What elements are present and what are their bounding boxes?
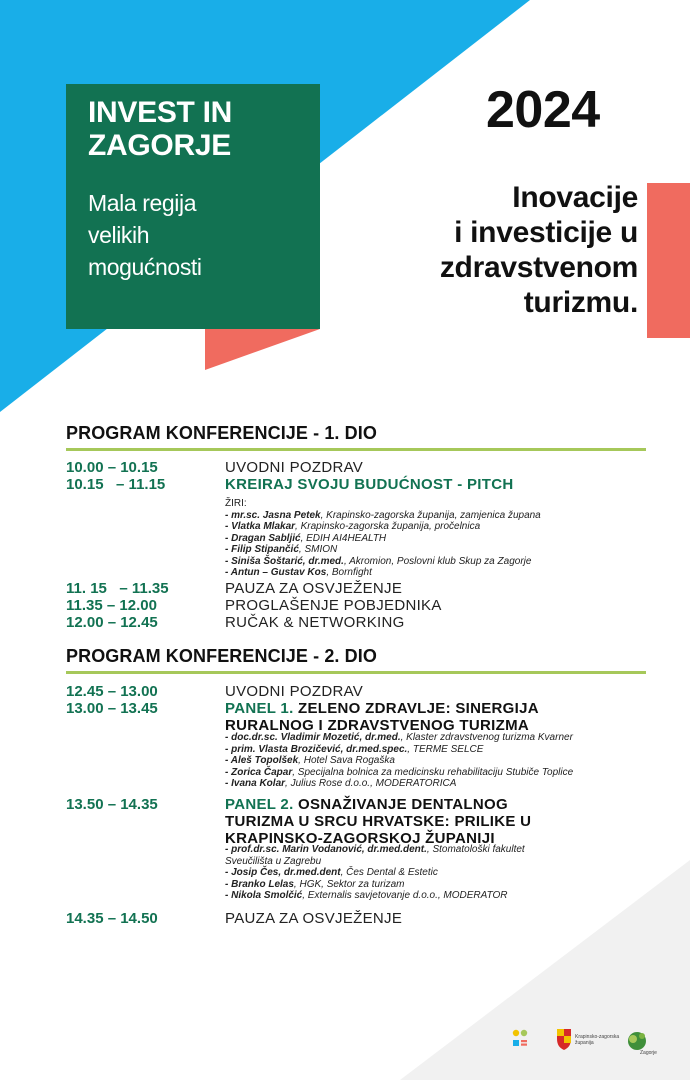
person-item	[225, 879, 665, 891]
panel2-people	[225, 844, 665, 902]
jury-item	[225, 533, 665, 545]
person-role: , Krapinsko-zagorska županija, zamjenica župana	[320, 509, 541, 521]
hero-subtitle	[88, 187, 298, 283]
program-time: 12.00 – 12.45	[66, 614, 158, 631]
person-name: - Filip Stipančić	[225, 544, 299, 555]
person-name: - Aleš Topolšek	[225, 755, 299, 766]
jury-label: ŽIRI:	[225, 498, 247, 509]
person-role: , Hotel Sava Rogaška	[298, 755, 395, 766]
program-desc: UVODNI POZDRAV	[225, 459, 364, 476]
person-role: , Julius Rose d.o.o., MODERATORICA	[285, 778, 457, 789]
program-desc: PAUZA ZA OSVJEŽENJE	[225, 910, 403, 927]
county-coat-of-arms-icon	[557, 1029, 619, 1050]
panel-title: ZELENO ZDRAVLJE: SINERGIJA	[293, 700, 539, 717]
panel-label: PANEL 1.	[225, 700, 294, 717]
person-role: , Akromion, Poslovni klub Skup za Zagorje	[343, 555, 532, 567]
invest-zagorje-logo-icon	[513, 1030, 527, 1046]
coral-triangle-shape	[205, 329, 320, 370]
jury-list	[225, 498, 665, 579]
jury-item	[225, 567, 665, 579]
person-name: - Josip Čes, dr.med.dent	[225, 867, 341, 878]
county-text-line: Krapinsko-zagorska	[575, 1034, 620, 1040]
hero-subtitle-line: velikih	[88, 222, 150, 248]
person-role: , Krapinsko-zagorska županija, pročelnica	[295, 521, 481, 532]
jury-item	[225, 544, 665, 556]
program-time: 11. 15 – 11.35	[66, 580, 169, 597]
jury-item	[225, 556, 665, 568]
section-title-part1: PROGRAM KONFERENCIJE - 1. DIO	[66, 423, 646, 451]
panel-title: OSNAŽIVANJE DENTALNOG	[293, 796, 508, 813]
person-role: , Specijalna bolnica za medicinsku rehabilitaciju Stubiče Toplice	[292, 766, 574, 778]
program-time: 13.50 – 14.35	[66, 796, 158, 813]
program-time: 11.35 – 12.00	[66, 597, 157, 614]
tagline-line: Inovacije	[512, 181, 638, 214]
person-role: , TERME SELCE	[407, 743, 484, 755]
tagline-line: zdravstvenom	[439, 251, 638, 284]
person-name: - Dragan Sabljić	[225, 532, 301, 544]
hero-title-line: INVEST IN	[88, 96, 232, 129]
person-item	[225, 844, 665, 856]
program-time: 14.35 – 14.50	[66, 910, 158, 927]
year-label: 2024	[486, 81, 600, 139]
person-item	[225, 767, 665, 779]
program-time: 13.00 – 13.45	[66, 700, 158, 717]
hero-title-line: ZAGORJE	[88, 129, 231, 162]
person-role: , HGK, Sektor za turizam	[293, 878, 405, 890]
person-name: - Zorica Čapar	[225, 766, 293, 778]
person-role: , EDIH AI4HEALTH	[300, 532, 387, 544]
panel1-heading	[225, 700, 655, 734]
hero-title	[88, 96, 298, 162]
coral-side-bar-shape	[647, 183, 690, 338]
person-name: - Branko Lelas	[225, 878, 294, 890]
panel1-people	[225, 732, 665, 790]
hero-subtitle-line: Mala regija	[88, 190, 197, 216]
person-item	[225, 890, 665, 902]
panel-title: TURIZMA U SRCU HRVATSKE: PRILIKE U	[225, 813, 532, 830]
person-role: , Klaster zdravstvenog turizma Kvarner	[400, 732, 573, 743]
panel2-heading	[225, 796, 655, 847]
person-name: - doc.dr.sc. Vladimir Mozetić, dr.med.	[225, 732, 401, 743]
person-name: - Nikola Smolčić	[225, 890, 303, 901]
jury-item	[225, 510, 665, 522]
person-role: , Stomatološki fakultet	[426, 844, 525, 855]
person-item	[225, 867, 665, 879]
person-role: Sveučilišta u Zagrebu	[225, 855, 322, 867]
person-role: , SMION	[298, 544, 338, 555]
panel-label: PANEL 2.	[225, 796, 294, 813]
person-item	[225, 856, 665, 868]
program-desc: RUČAK & NETWORKING	[225, 614, 405, 631]
person-role: , Čes Dental & Estetic	[340, 867, 438, 878]
tagline-line: i investicije u	[454, 216, 638, 249]
program-desc: PAUZA ZA OSVJEŽENJE	[225, 580, 403, 597]
person-item	[225, 744, 665, 756]
section-title-part2: PROGRAM KONFERENCIJE - 2. DIO	[66, 646, 646, 674]
program-time: 10.00 – 10.15	[66, 459, 158, 476]
person-item	[225, 755, 665, 767]
panel-title: RURALNOG I ZDRAVSTVENOG TURIZMA	[225, 717, 530, 734]
jury-item	[225, 521, 665, 533]
person-name: - mr.sc. Jasna Petek	[225, 509, 321, 521]
person-name: - prof.dr.sc. Marin Vodanović, dr.med.dent.	[225, 844, 427, 855]
program-desc: PROGLAŠENJE POBJEDNIKA	[225, 597, 442, 614]
panel-title: KRAPINSKO-ZAGORSKOJ ŽUPANIJI	[225, 830, 495, 847]
person-name: - Ivana Kolar	[225, 778, 286, 789]
program-time: 12.45 – 13.00	[66, 683, 158, 700]
person-role: , Bornfight	[326, 567, 372, 578]
program-desc: KREIRAJ SVOJU BUDUĆNOST - PITCH	[225, 476, 514, 493]
program-desc: UVODNI POZDRAV	[225, 683, 364, 700]
person-item	[225, 778, 665, 790]
person-role: , Externalis savjetovanje d.o.o., MODERATOR	[302, 890, 508, 901]
hero-box	[66, 84, 320, 329]
footer-logos	[512, 1028, 657, 1058]
person-name: - Siniša Šoštarić, dr.med.	[225, 555, 344, 567]
hero-subtitle-line: mogućnosti	[88, 254, 202, 280]
tagline	[440, 180, 638, 320]
county-text-line: županija	[575, 1040, 594, 1046]
zagorje-logo-text: Zagorje	[640, 1050, 657, 1056]
person-item	[225, 732, 665, 744]
tagline-line: turizmu.	[523, 286, 638, 319]
person-name: - prim. Vlasta Brozičević, dr.med.spec.	[225, 743, 408, 755]
person-name: - Antun – Gustav Kos	[225, 567, 327, 578]
program-time: 10.15 – 11.15	[66, 476, 166, 493]
person-name: - Vlatka Mlakar	[225, 521, 296, 532]
